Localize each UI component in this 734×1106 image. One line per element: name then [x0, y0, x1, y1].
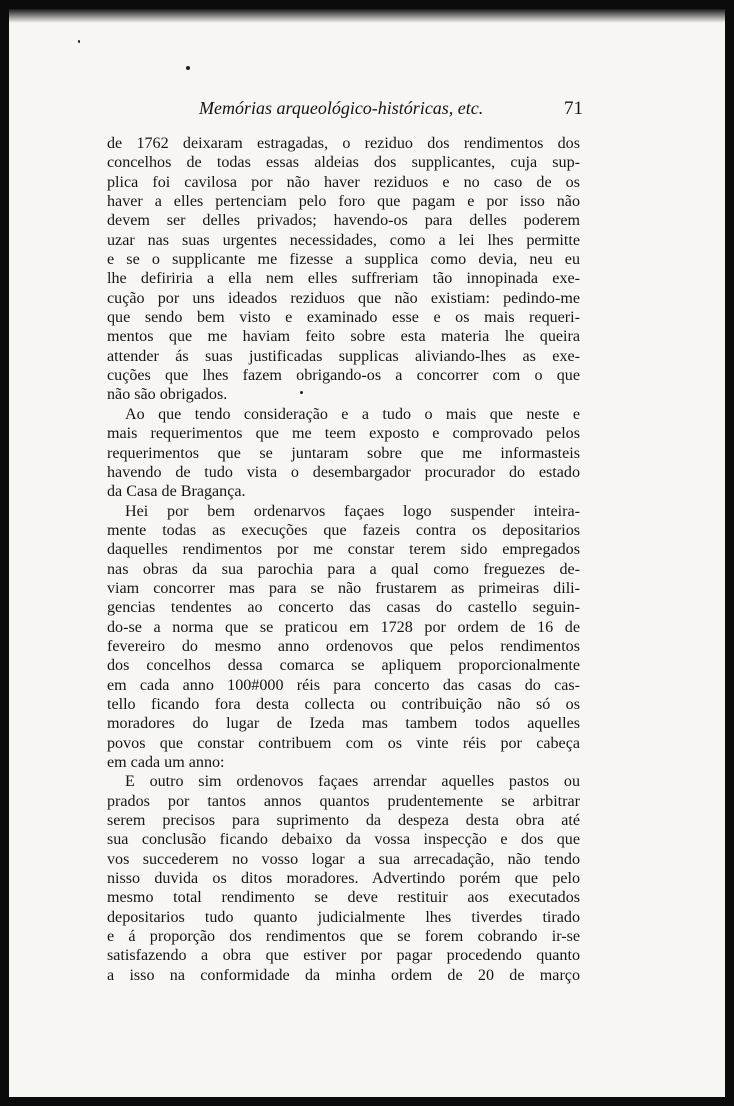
text-line: depositarios tudo quanto judicialmente lhes tiverdes tirado — [107, 908, 580, 926]
text-line: satisfazendo a obra que estiver por pagar procedendo quanto — [107, 947, 580, 965]
text-line: tello ficando fora desta collecta ou contribuição não só os — [107, 695, 580, 713]
text-line: nas obras da sua parochia para a qual como freguezes de- — [107, 560, 580, 578]
text-line: não são obrigados. — [107, 386, 228, 404]
text-line: que sendo bem visto e examinado esse e os mais requeri- — [107, 309, 580, 327]
text-line: Ao que tendo consideração e a tudo o mais que neste e — [125, 405, 580, 423]
text-line: cução por uns ideados reziduos que não existiam: pedindo-me — [107, 289, 580, 307]
text-line: daquelles rendimentos por me constar terem sido empregados — [107, 541, 580, 559]
text-line: mente todas as execuções que fazeis contra os depositarios — [107, 521, 580, 539]
text-line: lhe defiriria a ella nem elles suffreriam tão innopinada exe- — [107, 270, 580, 288]
text-line: devem ser delles privados; havendo-os para delles poderem — [107, 212, 580, 230]
text-line: moradores do lugar de Izeda mas tambem todos aquelles — [107, 715, 580, 733]
text-line: e á proporção dos rendimentos que se forem cobrando ir-se — [107, 928, 580, 946]
body-text — [107, 134, 580, 985]
running-title: Memórias arqueológico-históricas, etc. — [199, 98, 484, 118]
text-line: E outro sim ordenovos façaes arrendar aquelles pastos ou — [125, 773, 580, 791]
ink-speck — [78, 40, 80, 43]
text-line: concelhos de todas essas aldeias dos supplicantes, cuja sup- — [107, 154, 580, 172]
text-line: em cada anno 100#000 réis para concerto das casas do cas- — [107, 676, 580, 694]
text-line: dos concelhos dessa comarca se apliquem proporcionalmente — [107, 657, 580, 675]
text-line: uzar nas suas urgentes necessidades, como a lei lhes permitte — [107, 231, 580, 249]
text-line: mesmo total rendimento se deve restituir aos executados — [107, 889, 580, 907]
text-line: nisso duvida os ditos moradores. Advertindo porém que pelo — [107, 870, 580, 888]
ink-speck — [186, 66, 190, 70]
text-line: em cada um anno: — [107, 754, 225, 771]
text-line: Hei por bem ordenarvos façaes logo suspender inteira- — [125, 502, 580, 520]
text-line: cuções que lhes fazem obrigando-os a concorrer com o que — [107, 367, 580, 385]
text-line: do-se a norma que se praticou em 1728 por ordem de 16 de — [107, 618, 580, 636]
text-line: mais requerimentos que me teem exposto e comprovado pelos — [107, 425, 580, 443]
text-line: serem precisos para suprimento da despeza desta obra até — [107, 812, 580, 830]
text-line: requerimentos que se juntaram sobre que me informasteis — [107, 444, 580, 462]
page-header — [105, 96, 583, 126]
page-number: 71 — [564, 98, 583, 119]
text-line: haver a elles pertenciam pelo foro que pagam e por isso não — [107, 193, 580, 211]
text-line: viam concorrer mas para se não frustarem as primeiras dili- — [107, 579, 580, 597]
text-line: havendo de tudo vista o desembargador procurador do estado — [107, 463, 580, 481]
text-line: gencias tendentes ao concerto das casas do castello seguin- — [107, 599, 580, 617]
text-line: prados por tantos annos quantos prudentemente se arbitrar — [107, 792, 580, 810]
text-line: fevereiro do mesmo anno ordenovos que pelos rendimentos — [107, 637, 580, 655]
text-line: attender ás suas justificadas supplicas aliviando-lhes as exe- — [107, 347, 580, 365]
text-line: plica foi cavilosa por não haver reziduos e no caso de os — [107, 173, 580, 191]
text-line: vos succederem no vosso logar a sua arrecadação, não tendo — [107, 850, 580, 868]
text-line: sua conclusão ficando debaixo da vossa inspecção e dos que — [107, 831, 580, 849]
text-line: mentos que me haviam feito sobre esta materia lhe queira — [107, 328, 580, 346]
text-line: da Casa de Bragança. — [107, 483, 246, 501]
text-line: de 1762 deixaram estragadas, o reziduo dos rendimentos dos — [107, 135, 580, 152]
text-line: povos que constar contribuem com os vinte réis por cabeça — [107, 734, 580, 752]
text-line: e se o supplicante me fizesse a supplica como devia, neu eu — [107, 251, 580, 269]
text-line: a isso na conformidade da minha ordem de 20 de março — [107, 966, 580, 984]
